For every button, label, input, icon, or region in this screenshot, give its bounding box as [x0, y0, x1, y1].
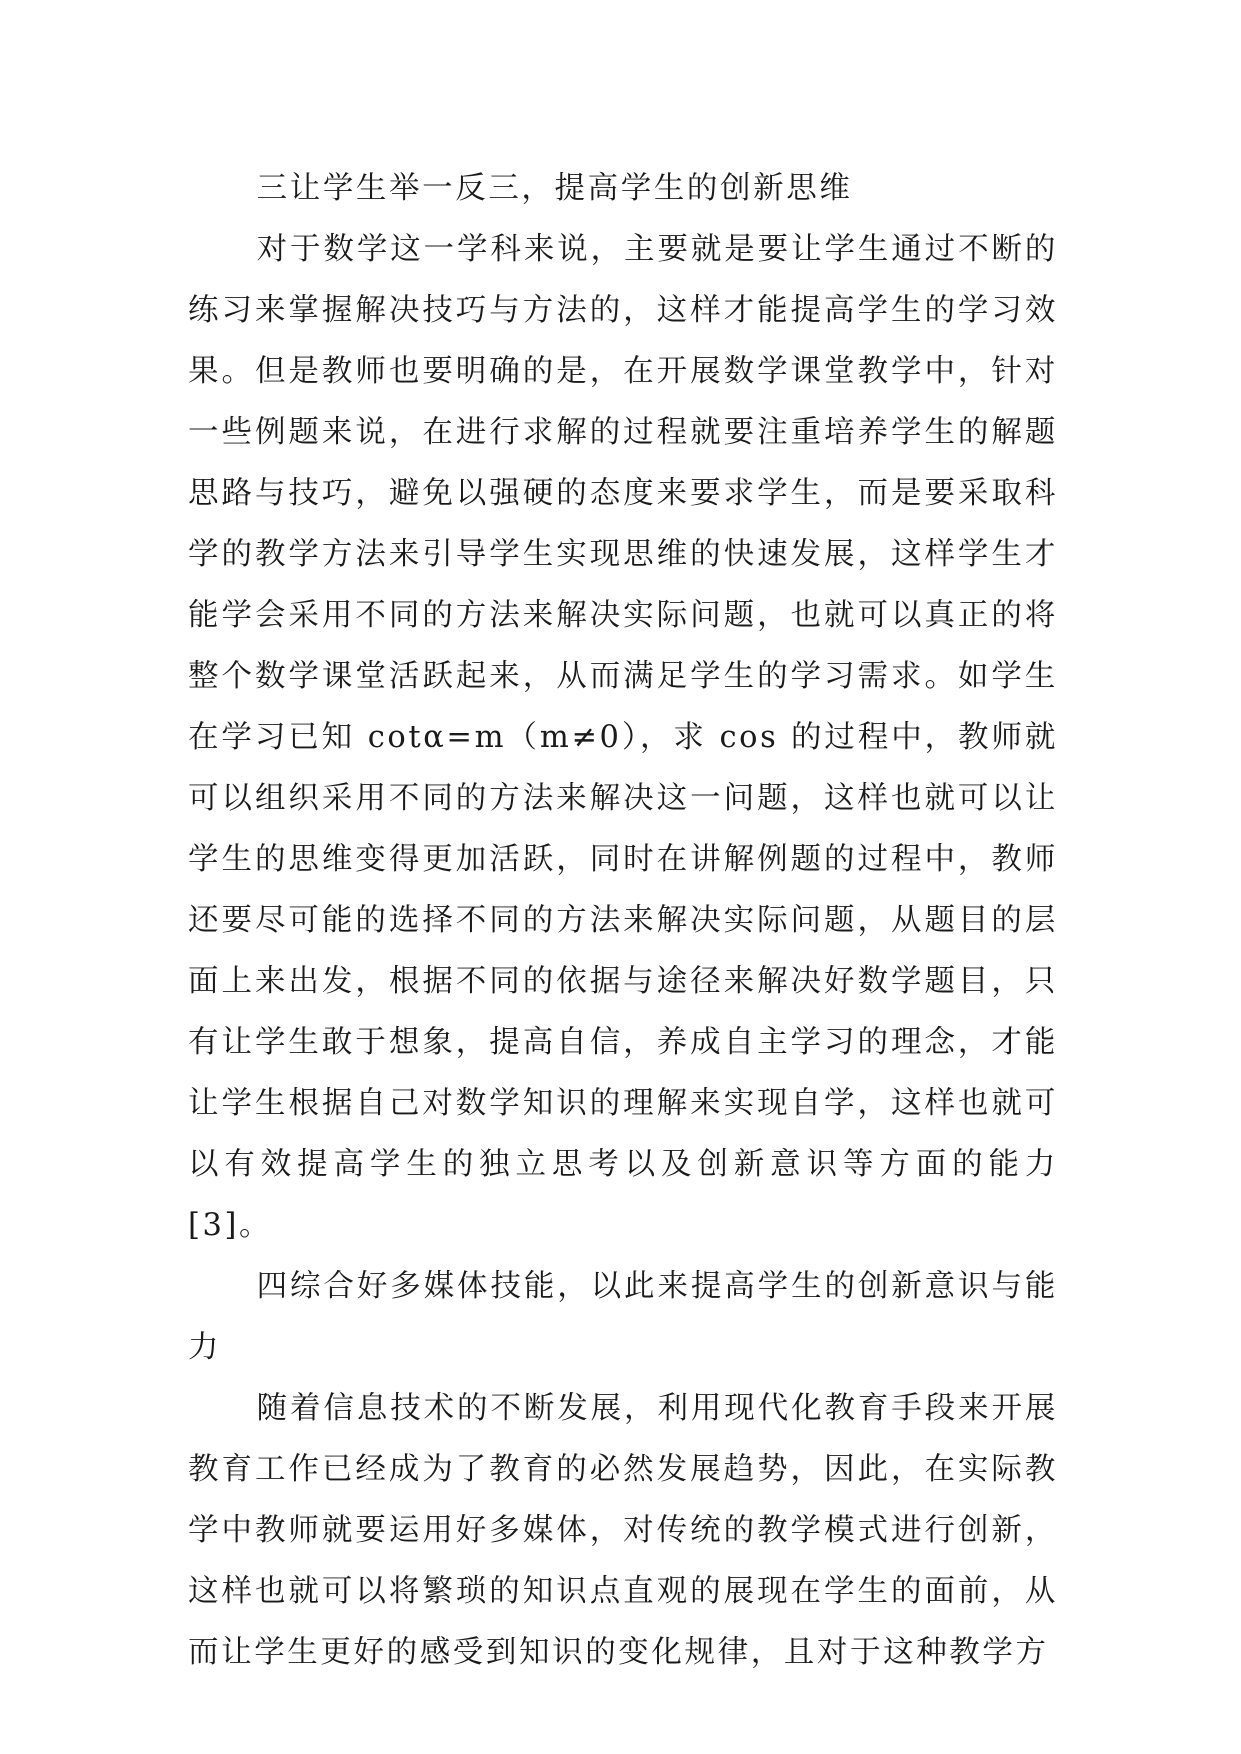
body-paragraph-3: 对于数学这一学科来说，主要就是要让学生通过不断的练习来掌握解决技巧与方法的，这样才能提高学生的学习效果。但是教师也要明确的是，在开展数学课堂教学中，针对一些例题来说，在进行求解的过程就要注重培养学生的解题思路与技巧，避免以强硬的态度来要求学生，而是要采取科学的教学方法来引导学生实现思维的快速发展，这样学生才能学会采用不同的方法来解决实际问题，也就可以真正的将整个数学课堂活跃起来，从而满足学生的学习需求。如学生在学习已知 cotα=m（m≠0），求 cos 的过程中，教师就可以组织采用不同的方法来解决这一问题，这样也就可以让学生的思维变得更加活跃，同时在讲解例题的过程中，教师还要尽可能的选择不同的方法来解决实际问题，从题目的层面上来出发，根据不同的依据与途径来解决好数学题目，只有让学生敢于想象，提高自信，养成自主学习的理念，才能让学生根据自己对数学知识的理解来实现自学，这样也就可以有效提高学生的独立思考以及创新意识等方面的能力[3]。: [188, 232, 1058, 1243]
body-paragraph-4: 随着信息技术的不断发展，利用现代化教育手段来开展教育工作已经成为了教育的必然发展趋势，因此，在实际教学中教师就要运用好多媒体，对传统的教学模式进行创新，这样也就可以将繁琐的知识点直观的展现在学生的面前，从而让学生更好的感受到知识的变化规律，且对于这种教学方: [188, 1391, 1058, 1670]
section-heading-3: 三让学生举一反三，提高学生的创新思维: [256, 171, 853, 206]
section-heading-4: 四综合好多媒体技能，以此来提高学生的创新意识与能力: [188, 1269, 1058, 1365]
document-body: [188, 158, 1058, 1683]
